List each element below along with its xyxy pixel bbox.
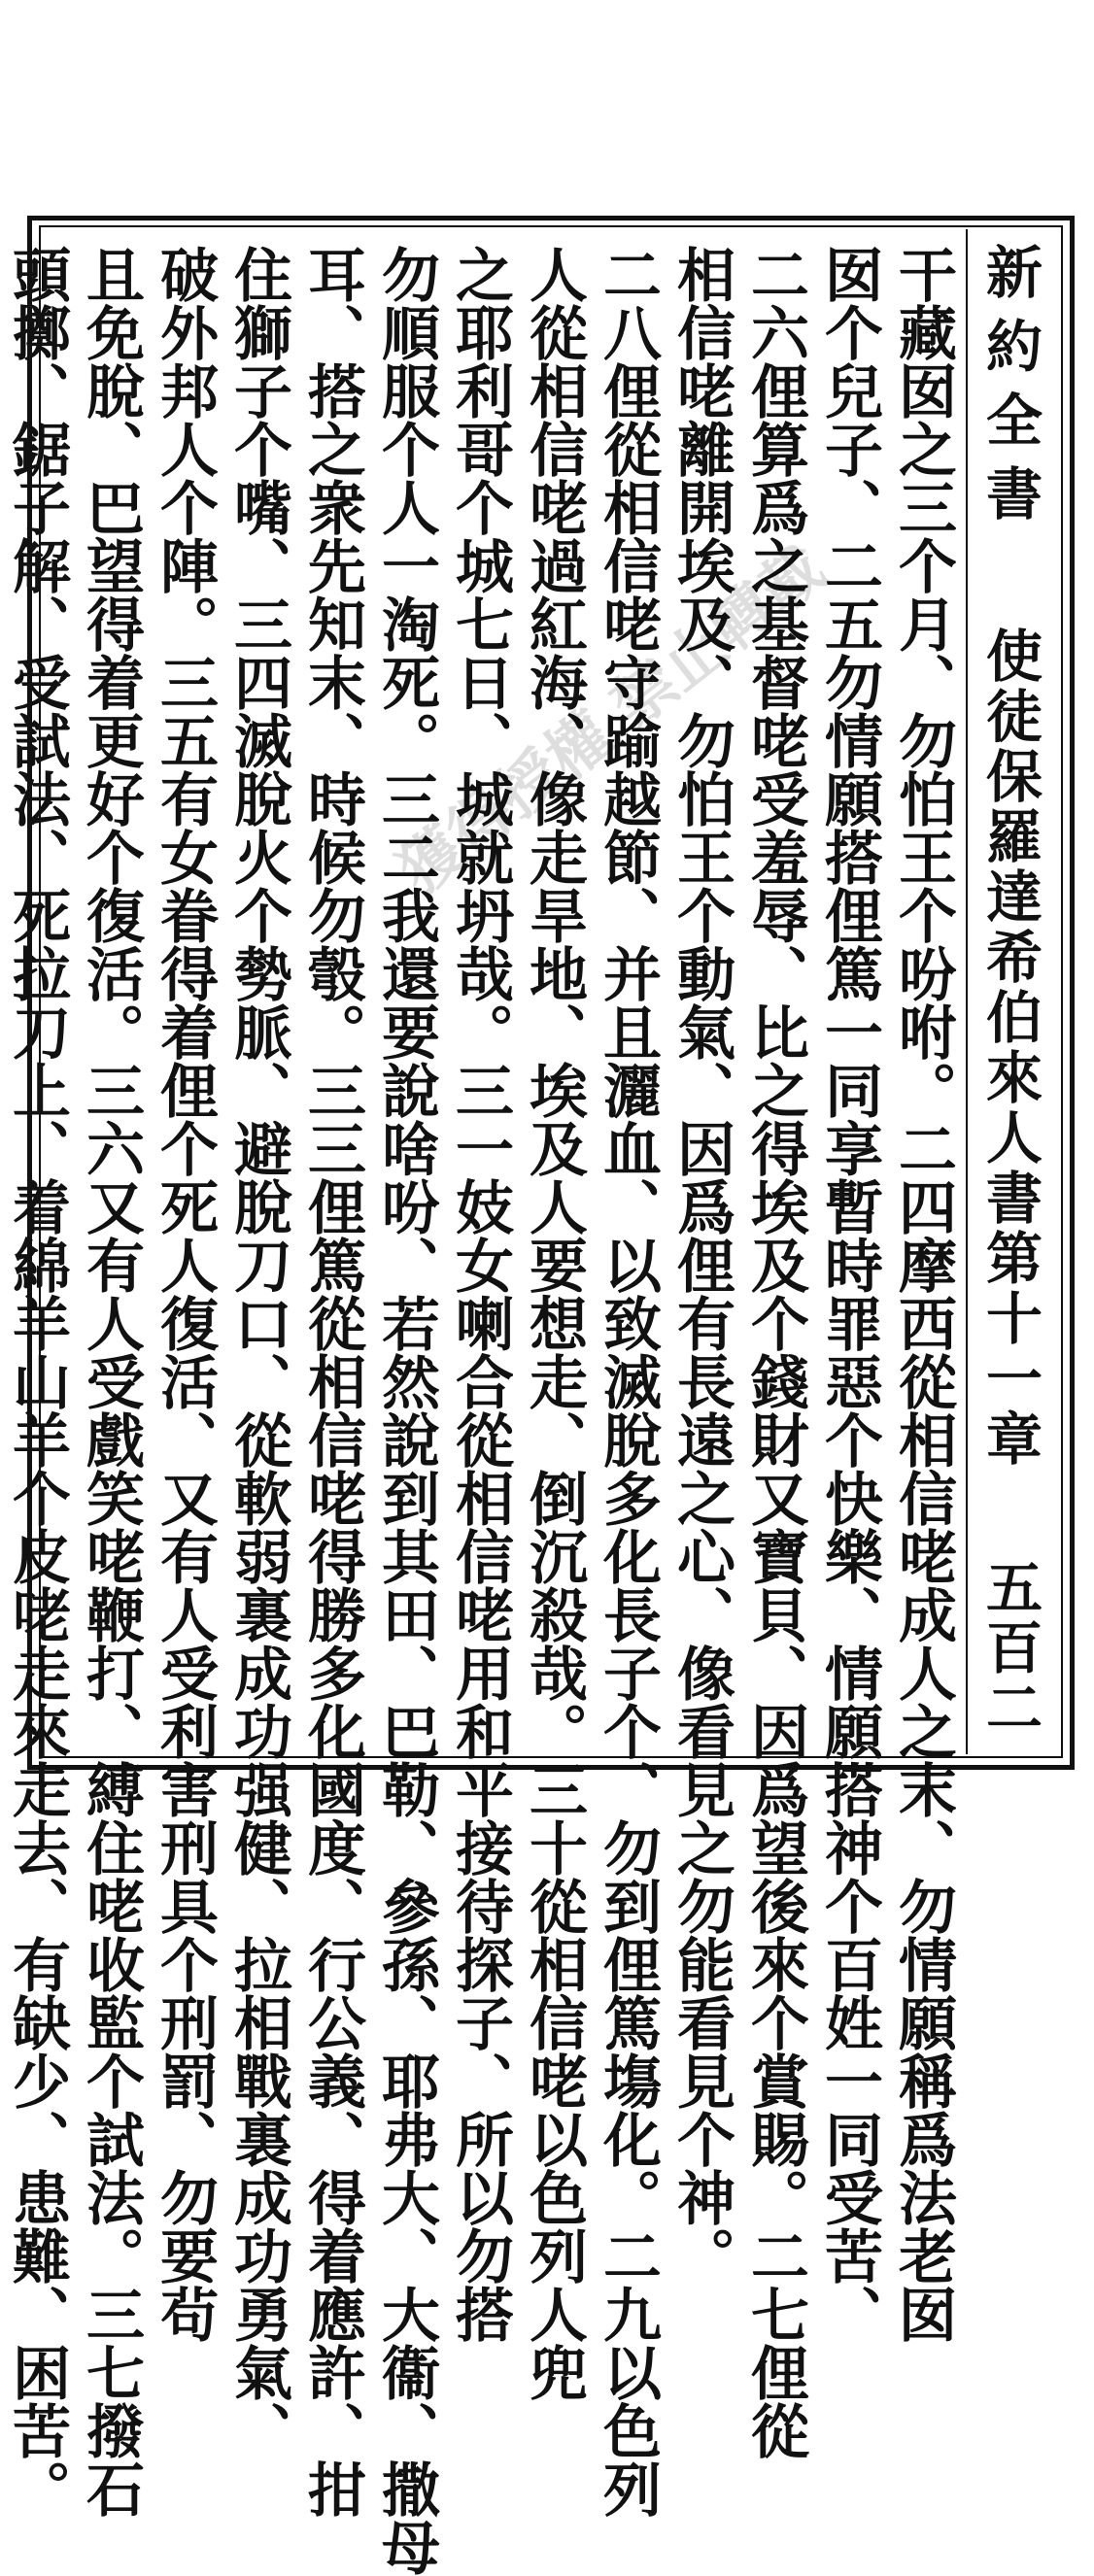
running-head	[972, 243, 1047, 1739]
text-line: 破外邦人个陣。三五有女眷得着俚个死人復活、又有人受利害刑具个刑罰、勿要茍	[151, 245, 219, 2343]
text-line: 干藏囡之三个月、勿怕王个吩咐。二四摩西從相信咾成人之末、勿情願稱爲法老囡	[889, 245, 957, 2343]
text-line: 相信咾離開埃及、勿怕王个動氣、因爲俚有長遠之心、像看見之勿能看見个神。	[667, 245, 735, 2285]
text-line: 之耶利哥个城七日、城就坍哉。三一妓女喇合從相信咾用和平接待探子、所以勿搭	[446, 245, 514, 2343]
header-divider	[966, 229, 968, 1754]
book-title: 新約全書	[976, 243, 1043, 538]
text-line: 囡个兒子、二五勿情願搭俚篤一同享暫時罪惡个快樂、情願搭神个百姓一同受苦、	[815, 245, 883, 2343]
text-line: 且免脫、巴望得着更好个復活。三六又有人受戲笑咾鞭打、縛住咾收監个試法。三七撥石	[77, 245, 145, 2518]
text-line: 住獅子个嘴、三四滅脫火个勢脈、避脫刀口、從軟弱裏成功强健、拉相戰裏成功勇氣、	[224, 245, 292, 2459]
text-line: 耳、搭之衆先知末、時候勿彀。三三俚篤從相信咾得勝多化國度、行公義、得着應許、拑	[298, 245, 366, 2518]
text-line: 人從相信咾過紅海、像走旱地、埃及人要想走、倒沉殺哉。三十從相信咾以色列人兜	[520, 245, 588, 2401]
text-line: 二六俚算爲之基督咾受羞辱、比之得埃及个錢財又寶貝、因爲望後來个賞賜。二七俚從	[741, 245, 809, 2459]
text-line: 勿順服个人一淘死。三二我還要說啥吩、若然說到其田、巴勒、參孫、耶弗大、大衞、撒母	[372, 245, 440, 2576]
chapter-title: 使徒保羅達希伯來人書第十一章	[976, 627, 1043, 1470]
text-line: 頭擲、鋸子解、受試法、死拉刀上、着綿羊山羊个皮咾走來走去、有缺少、患難、困苦。	[3, 245, 71, 2518]
scripture-text	[3, 245, 960, 2576]
text-line: 二八俚從相信咾守踰越節、并且灑血、以致滅脫多化長子个、勿到俚篤塲化。二九以色列	[594, 245, 662, 2518]
page-number: 五百二	[976, 1558, 1043, 1739]
library-watermark: 獲得授權 禁止轉載	[385, 531, 839, 909]
